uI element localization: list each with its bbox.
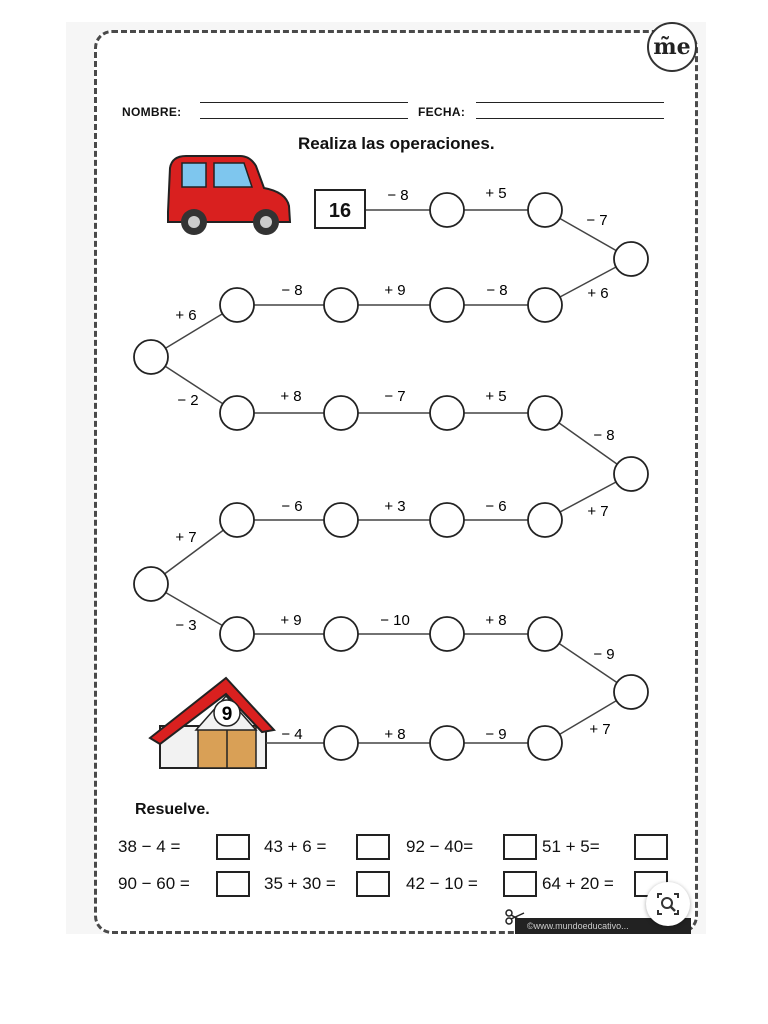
operation-label: − 4 — [281, 726, 303, 743]
answer-circle[interactable] — [220, 396, 254, 430]
answer-circle[interactable] — [430, 617, 464, 651]
zoom-icon — [646, 882, 690, 926]
answer-circle[interactable] — [430, 503, 464, 537]
operation-label: + 9 — [280, 612, 302, 629]
name-label: NOMBRE: — [122, 105, 182, 119]
answer-circle[interactable] — [324, 288, 358, 322]
answer-circle[interactable] — [614, 675, 648, 709]
operation-label: + 5 — [485, 388, 507, 405]
car-icon — [168, 156, 290, 235]
operation-label: + 9 — [384, 282, 406, 299]
operation-label: + 7 — [175, 529, 197, 546]
operation-label: − 7 — [384, 388, 406, 405]
house-number: 9 — [221, 704, 233, 725]
operation-label: − 8 — [281, 282, 303, 299]
answer-box-1[interactable] — [216, 834, 250, 860]
operation-label: + 6 — [175, 307, 197, 324]
operation-label: − 2 — [177, 392, 199, 409]
answer-circle[interactable] — [528, 396, 562, 430]
answer-circle[interactable] — [528, 193, 562, 227]
instruction-title: Realiza las operaciones. — [298, 134, 495, 153]
equation-7: 42 − 10 = — [406, 874, 478, 893]
answer-circle[interactable] — [430, 726, 464, 760]
operation-label: + 8 — [384, 726, 406, 743]
answer-circle[interactable] — [430, 193, 464, 227]
answer-box-7[interactable] — [503, 871, 537, 897]
operation-label: − 7 — [586, 212, 608, 229]
answer-box-4[interactable] — [634, 834, 668, 860]
operation-label: − 8 — [593, 427, 615, 444]
answer-circle[interactable] — [430, 396, 464, 430]
equation-2: 43 + 6 = — [264, 837, 327, 856]
operation-label: − 6 — [281, 498, 303, 515]
equation-4: 51 + 5= — [542, 837, 600, 856]
operation-label: + 6 — [587, 285, 609, 302]
answer-circle[interactable] — [614, 457, 648, 491]
operation-label: − 8 — [486, 282, 508, 299]
equation-5: 90 − 60 = — [118, 874, 190, 893]
answer-circle[interactable] — [324, 726, 358, 760]
answer-circle[interactable] — [324, 396, 358, 430]
equation-8: 64 + 20 = — [542, 874, 614, 893]
answer-circle[interactable] — [528, 503, 562, 537]
operation-label: + 7 — [587, 503, 609, 520]
answer-circle[interactable] — [220, 288, 254, 322]
equation-1: 38 − 4 = — [118, 837, 181, 856]
answer-circle[interactable] — [220, 617, 254, 651]
start-value-box: 16 — [314, 189, 366, 229]
answer-circle[interactable] — [430, 288, 464, 322]
operation-label: − 9 — [485, 726, 507, 743]
equation-3: 92 − 40= — [406, 837, 474, 856]
operation-label: + 5 — [485, 185, 507, 202]
section-title: Resuelve. — [135, 801, 210, 818]
answer-box-2[interactable] — [356, 834, 390, 860]
answer-circle[interactable] — [528, 617, 562, 651]
answer-circle[interactable] — [528, 288, 562, 322]
equation-6: 35 + 30 = — [264, 874, 336, 893]
house-icon — [150, 678, 274, 768]
operation-label: − 6 — [485, 498, 507, 515]
operation-label: + 8 — [485, 612, 507, 629]
operation-label: + 7 — [589, 721, 611, 738]
answer-circle[interactable] — [220, 503, 254, 537]
operation-label: − 8 — [387, 187, 409, 204]
zoom-button[interactable] — [646, 882, 690, 926]
operation-label: − 3 — [175, 617, 197, 634]
answer-circle[interactable] — [528, 726, 562, 760]
publisher-logo: m̃e — [647, 22, 697, 72]
operation-label: − 10 — [380, 612, 410, 629]
operation-label: + 8 — [280, 388, 302, 405]
answer-circle[interactable] — [324, 617, 358, 651]
answer-circle[interactable] — [614, 242, 648, 276]
date-label: FECHA: — [418, 105, 466, 119]
operation-label: + 3 — [384, 498, 406, 515]
answer-circle[interactable] — [324, 503, 358, 537]
operation-label: − 9 — [593, 646, 615, 663]
answer-box-3[interactable] — [503, 834, 537, 860]
footer-credit: ©www.mundoeducativo... — [515, 918, 691, 934]
answer-box-5[interactable] — [216, 871, 250, 897]
answer-circle[interactable] — [134, 567, 168, 601]
answer-box-6[interactable] — [356, 871, 390, 897]
answer-circle[interactable] — [134, 340, 168, 374]
